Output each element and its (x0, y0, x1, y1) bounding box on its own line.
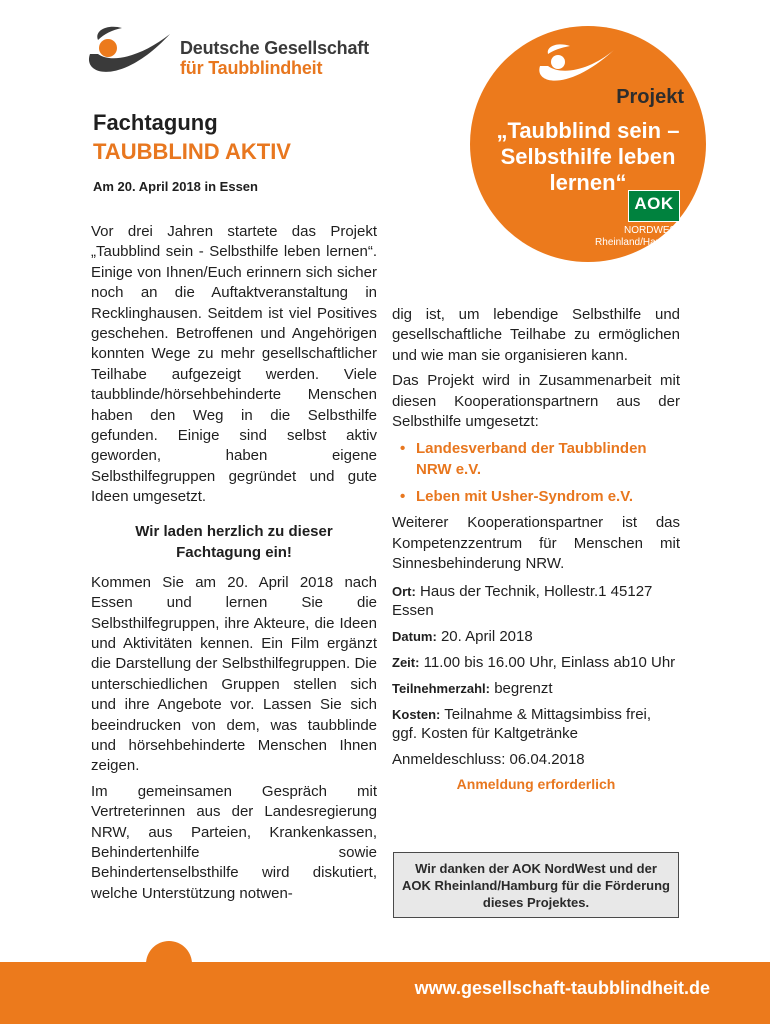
invitation-heading: Wir laden herzlich zu dieser Fachtagung ein! (135, 522, 333, 561)
sponsor-line-2: Rheinland/Hamburg (595, 237, 684, 248)
detail-participants: Teilnehmerzahl: begrenzt (392, 679, 553, 697)
detail-time: Zeit: 11.00 bis 16.00 Uhr, Einlass ab10 Uhr (392, 653, 676, 671)
detail-costs: Kosten: Teilnahme & Mittagsimbiss frei, ggf. Kosten für Kaltgetränke (392, 705, 652, 742)
detail-date: Datum: 20. April 2018 (392, 627, 533, 645)
project-label: Projekt (616, 86, 684, 108)
page-subtitle: TAUBBLIND AKTIV (93, 139, 291, 164)
logo-emblem-icon (82, 24, 174, 86)
registration-required: Anmeldung erforderlich (456, 775, 616, 792)
list-item: • Landesverband der Taubblinden NRW e.V. (400, 440, 647, 479)
organization-logo (82, 24, 382, 86)
discussion-paragraph-continued: dig ist, um lebendige Selbsthilfe und gesellschaftliche Teilhabe zu ermöglichen und wie man sie organisieren kann. (392, 306, 680, 364)
page-title: Fachtagung (93, 110, 218, 135)
registration-deadline: Anmeldeschluss: 06.04.2018 (392, 750, 585, 768)
website-link[interactable]: www.gesellschaft-taubblindheit.de (414, 978, 710, 998)
acknowledgement-box: Wir danken der AOK NordWest und der AOK Rheinland/Hamburg für die Förderung dieses Projektes. (393, 852, 679, 918)
footer-bar (0, 962, 770, 1024)
project-emblem-icon (534, 44, 618, 90)
program-paragraph: Kommen Sie am 20. April 2018 nach Essen und lernen Sie die Selbsthilfegruppen, ihre Akteure, die Ideen und Aktivitäten kennen. Ein Film ergänzt die Darstellung der Selbsthilfegruppen. Die unterschiedlichen Gruppen stellen sich und ihre Angebote vor. Lassen Sie sich beeindrucken von dem, was taubblinde und hörsehbehinderte Menschen Ihnen zeigen. (91, 573, 377, 775)
project-title: „Taubblind sein – Selbsthilfe leben lernen“ (496, 118, 680, 195)
aok-logo: AOK (628, 190, 680, 222)
event-date-line: Am 20. April 2018 in Essen (93, 179, 258, 194)
project-badge (470, 26, 706, 262)
left-column (91, 222, 377, 904)
bullet-icon: • (400, 488, 406, 506)
detail-location: Ort: Haus der Technik, Hollestr.1 45127 Essen (392, 582, 653, 619)
sponsor-text (595, 225, 684, 249)
partner-list (392, 438, 680, 507)
bullet-icon: • (400, 440, 406, 458)
logo-line-1: Deutsche Gesellschaft (180, 38, 369, 58)
sponsor-line-1: NORDWEST: (624, 225, 684, 236)
intro-paragraph: Vor drei Jahren startete das Projekt „Taubblind sein - Selbsthilfe leben lernen“. Einige von Ihnen/Euch erinnern sich sicher noch an die Auftaktveranstaltung in Recklinghausen. Seitdem ist viel Positives geschehen. Betroffenen und Angehörigen konnten Wege zu mehr gesellschaftlicher Teilhabe aufgezeigt werden. Viele taubblinde/hörsehbehinderte Menschen haben den Weg in die Selbsthilfe gefunden. Einige sind selbst aktiv geworden, haben eigene Selbsthilfegruppen gegründet und gute Ideen umgesetzt. (91, 223, 377, 506)
list-item: • Leben mit Usher-Syndrom e.V. (400, 488, 634, 506)
partners-intro: Das Projekt wird in Zusammenarbeit mit diesen Kooperationspartnern aus der Selbsthilfe umgesetzt: (392, 372, 680, 431)
logo-line-2: für Taubblindheit (180, 58, 323, 78)
further-partner-paragraph: Weiterer Kooperationspartner ist das Kompetenzzentrum für Menschen mit Sinnesbehinderung NRW. (392, 514, 680, 573)
right-column (392, 305, 680, 794)
discussion-paragraph: Im gemeinsamen Gespräch mit Vertreterinnen aus der Landesregierung NRW, aus Parteien, Krankenkassen, Behindertenhilfe sowie Behindertenselbsthilfe wird diskutiert, welche Unterstützung notwen- (91, 782, 377, 902)
